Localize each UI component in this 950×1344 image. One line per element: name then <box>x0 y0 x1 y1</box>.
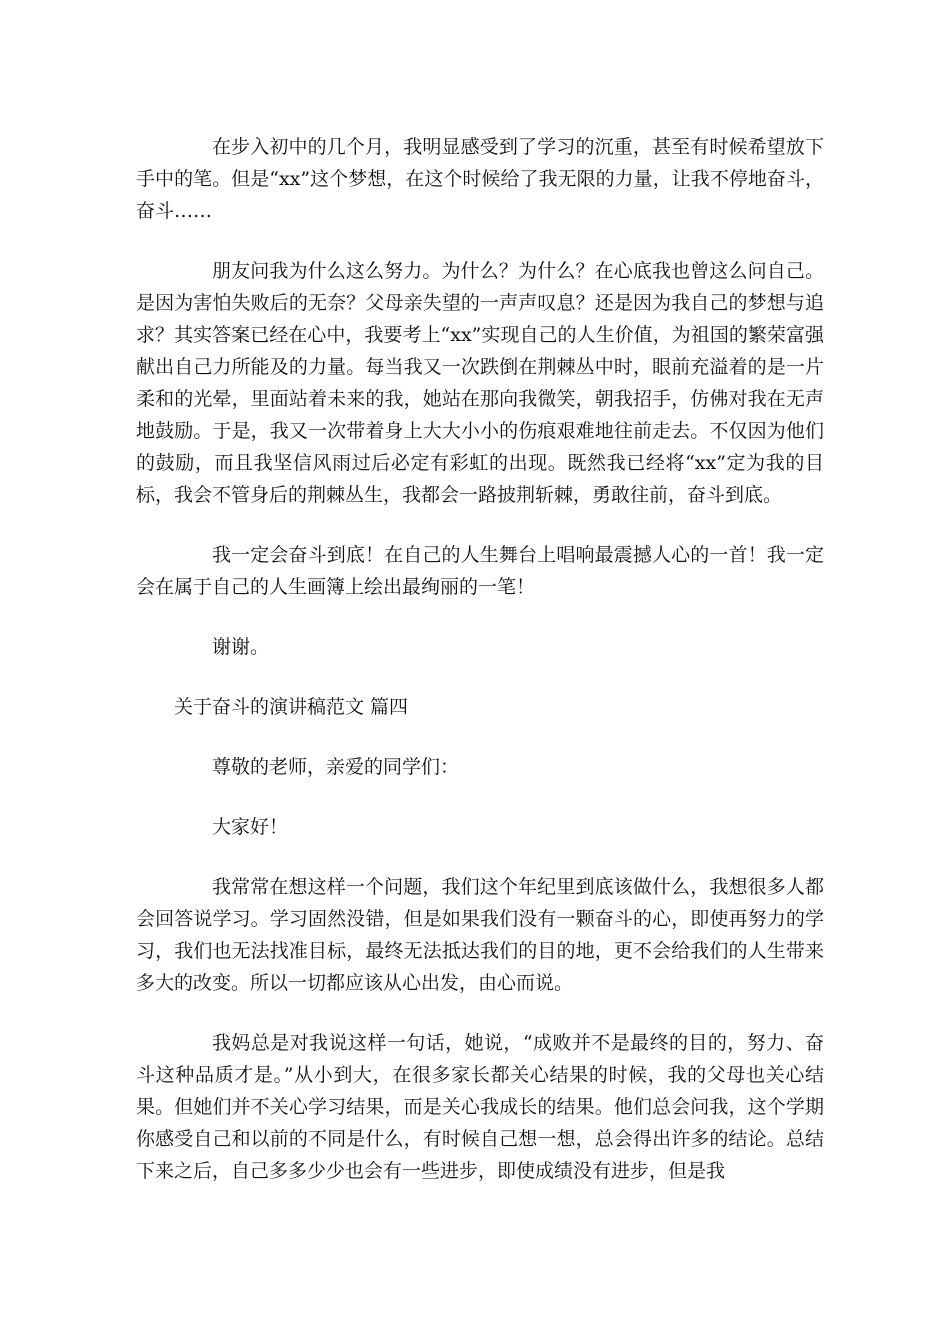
paragraph-why-work-hard: 朋友问我为什么这么努力。为什么？为什么？在心底我也曾这么问自己。是因为害怕失败后的无奈？父母亲失望的一声声叹息？还是因为我自己的梦想与追求？其实答案已经在心中，我要考上“xx”实现自己的人生价值，为祖国的繁荣富强献出自己力所能及的力量。每当我又一次跌倒在荆棘丛中时，眼前充溢着的是一片柔和的光晕，里面站着未来的我，她站在那向我微笑，朝我招手，仿佛对我在无声地鼓励。于是，我又一次带着身上大大小小的伤痕艰难地往前走去。不仅因为他们的鼓励，而且我坚信风雨过后必定有彩虹的出现。既然我已经将“xx”定为我的目标，我会不管身后的荆棘丛生，我都会一路披荆斩棘，勇敢往前，奋斗到底。 <box>136 260 824 506</box>
paragraph-struggle-intro: 在步入初中的几个月，我明显感受到了学习的沉重，甚至有时候希望放下手中的笔。但是“xx”这个梦想，在这个时候给了我无限的力量，让我不停地奋斗，奋斗…… <box>136 136 824 222</box>
paragraph-what-to-do: 我常常在想这样一个问题，我们这个年纪里到底该做什么，我想很多人都会回答说学习。学习固然没错，但是如果我们没有一颗奋斗的心，即使再努力的学习，我们也无法找准目标，最终无法抵达我们的目的地，更不会给我们的人生带来多大的改变。所以一切都应该从心出发，由心而说。 <box>136 876 824 994</box>
paragraph-salutation: 尊敬的老师，亲爱的同学们： <box>212 756 460 778</box>
paragraph-thanks: 谢谢。 <box>212 636 270 658</box>
paragraph-greeting: 大家好！ <box>212 816 289 838</box>
paragraph-mother-saying: 我妈总是对我说这样一句话，她说，“成败并不是最终的目的，努力、奋斗这种品质才是。”从小到大，在很多家长都关心结果的时候，我的父母也关心结果。但她们并不关心学习结果，而是关心我成长的结果。他们总会问我，这个学期你感受自己和以前的不同是什么，有时候自己想一想，总会得出许多的结论。总结下来之后，自己多多少少也会有一些进步，即使成绩没有进步，但是我 <box>136 1032 824 1182</box>
document-body <box>136 131 824 1215</box>
section-heading: 关于奋斗的演讲稿范文 篇四 <box>174 696 409 718</box>
paragraph-conclusion: 我一定会奋斗到底！在自己的人生舞台上唱响最震撼人心的一首！我一定会在属于自己的人生画簿上绘出最绚丽的一笔！ <box>136 544 824 598</box>
